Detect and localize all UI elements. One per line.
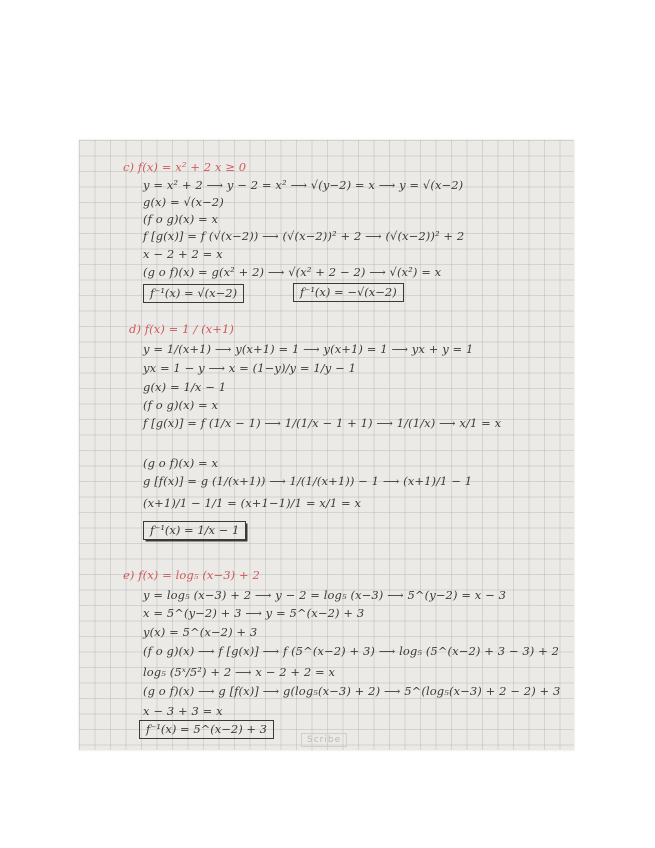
section-e-line-7: x − 3 + 3 = x bbox=[143, 704, 223, 718]
section-e-line-4: (f o g)(x) ⟶ f [g(x)] ⟶ f (5^(x−2) + 3) ⟶ log₅ (5^(x−2) + 3 − 3) + 2 bbox=[143, 644, 560, 658]
section-c-line-4: f [g(x)] = f (√(x−2)) ⟶ (√(x−2))² + 2 ⟶ (√(x−2))² + 2 bbox=[143, 229, 465, 243]
section-c-line-6: (g o f)(x) = g(x² + 2) ⟶ √(x² + 2 − 2) ⟶ √(x²) = x bbox=[143, 265, 442, 279]
section-d-line-6: (g o f)(x) = x bbox=[143, 456, 219, 470]
section-e-line-2: x = 5^(y−2) + 3 ⟶ y = 5^(x−2) + 3 bbox=[143, 606, 365, 620]
section-c-heading: c) f(x) = x² + 2 x ≥ 0 bbox=[123, 160, 247, 174]
section-e-line-6: (g o f)(x) ⟶ g [f(x)] ⟶ g(log₅(x−3) + 2) ⟶ 5^(log₅(x−3) + 2 − 2) + 3 bbox=[143, 684, 561, 698]
section-d-answer-box: f⁻¹(x) = 1/x − 1 bbox=[143, 521, 246, 540]
section-d-line-1: y = 1/(x+1) ⟶ y(x+1) = 1 ⟶ y(x+1) = 1 ⟶ yx + y = 1 bbox=[143, 342, 474, 356]
section-d-heading: d) f(x) = 1 / (x+1) bbox=[129, 322, 234, 336]
scribe-stamp: Scribe bbox=[301, 733, 347, 747]
section-d-line-8: (x+1)/1 − 1/1 = (x+1−1)/1 = x/1 = x bbox=[143, 496, 362, 510]
section-c-line-3: (f o g)(x) = x bbox=[143, 212, 219, 226]
section-d-line-5: f [g(x)] = f (1/x − 1) ⟶ 1/(1/x − 1 + 1) ⟶ 1/(1/x) ⟶ x/1 = x bbox=[143, 416, 502, 430]
section-d-line-3: g(x) = 1/x − 1 bbox=[143, 380, 227, 394]
section-e-line-5: log₅ (5ˣ/5²) + 2 ⟶ x − 2 + 2 = x bbox=[143, 665, 336, 679]
section-c-answer-box-alt: f⁻¹(x) = −√(x−2) bbox=[293, 283, 404, 302]
section-d-line-7: g [f(x)] = g (1/(x+1)) ⟶ 1/(1/(x+1)) − 1 ⟶ (x+1)/1 − 1 bbox=[143, 474, 473, 488]
section-c-line-1: y = x² + 2 ⟶ y − 2 = x² ⟶ √(y−2) = x ⟶ y = √(x−2) bbox=[143, 178, 464, 192]
section-d-line-2: yx = 1 − y ⟶ x = (1−y)/y = 1/y − 1 bbox=[143, 361, 357, 375]
notebook-page bbox=[79, 140, 574, 750]
section-e-answer-box: f⁻¹(x) = 5^(x−2) + 3 bbox=[139, 720, 274, 739]
section-c-line-2: g(x) = √(x−2) bbox=[143, 195, 224, 209]
section-e-heading: e) f(x) = log₅ (x−3) + 2 bbox=[123, 568, 260, 582]
section-e-line-1: y = log₅ (x−3) + 2 ⟶ y − 2 = log₅ (x−3) ⟶ 5^(y−2) = x − 3 bbox=[143, 588, 507, 602]
section-c-line-5: x − 2 + 2 = x bbox=[143, 247, 223, 261]
section-d-line-4: (f o g)(x) = x bbox=[143, 398, 219, 412]
section-e-line-3: y(x) = 5^(x−2) + 3 bbox=[143, 625, 258, 639]
section-c-answer-box: f⁻¹(x) = √(x−2) bbox=[143, 284, 244, 303]
